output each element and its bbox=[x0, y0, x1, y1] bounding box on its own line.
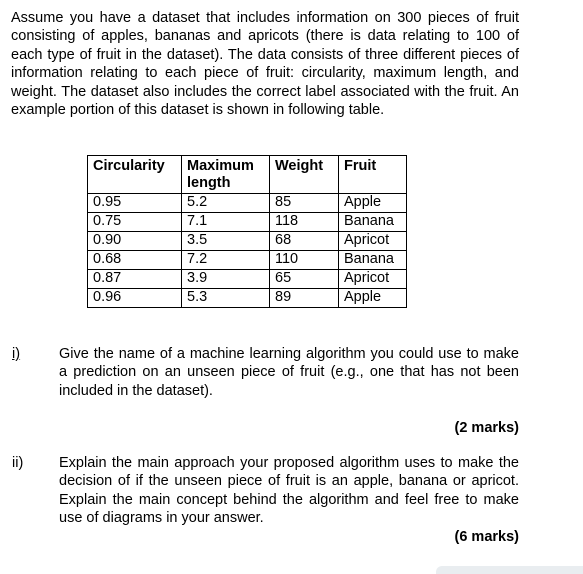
question-2-text: Explain the main approach your proposed algorithm uses to make the decision of if the unseen piece of fruit is an apple, banana or apricot. Explain the main concept behind the algorithm and feel free to make use of diagrams in your answer. bbox=[59, 455, 519, 527]
cell-circularity: 0.96 bbox=[88, 289, 182, 308]
cell-circularity: 0.95 bbox=[88, 194, 182, 213]
question-2-marks: (6 marks) bbox=[454, 529, 519, 545]
table-row bbox=[88, 232, 407, 251]
cell-fruit: Apricot bbox=[339, 232, 407, 251]
cell-fruit: Banana bbox=[339, 213, 407, 232]
fruit-data-table bbox=[87, 155, 407, 308]
question-2-number: ii) bbox=[12, 455, 24, 471]
cell-maximum-length: 3.5 bbox=[182, 232, 270, 251]
intro-paragraph: Assume you have a dataset that includes information on 300 pieces of fruit consisting of apples, bananas and apricots (there is data relating to 100 of each type of fruit in the dataset). The data consists of three different pieces of information relating to each piece of fruit: circularity, maximum length, and weight. The dataset also includes the correct label associated with the fruit. An example portion of this dataset is shown in following table. bbox=[11, 10, 519, 119]
cell-weight: 110 bbox=[270, 251, 339, 270]
header-circularity: Circularity bbox=[88, 156, 182, 194]
cell-weight: 89 bbox=[270, 289, 339, 308]
cell-fruit: Apple bbox=[339, 194, 407, 213]
question-1-marks: (2 marks) bbox=[454, 420, 519, 436]
question-1-text: Give the name of a machine learning algorithm you could use to make a prediction on an unseen piece of fruit (e.g., one that has not been included in the dataset). bbox=[59, 346, 519, 399]
table-row bbox=[88, 289, 407, 308]
table-row bbox=[88, 251, 407, 270]
table-row bbox=[88, 194, 407, 213]
cell-circularity: 0.68 bbox=[88, 251, 182, 270]
cell-maximum-length: 7.2 bbox=[182, 251, 270, 270]
table-header-row bbox=[88, 156, 407, 194]
cell-fruit: Apple bbox=[339, 289, 407, 308]
scan-artifact bbox=[436, 566, 583, 574]
cell-weight: 68 bbox=[270, 232, 339, 251]
cell-maximum-length: 7.1 bbox=[182, 213, 270, 232]
cell-weight: 118 bbox=[270, 213, 339, 232]
cell-circularity: 0.87 bbox=[88, 270, 182, 289]
cell-maximum-length: 5.3 bbox=[182, 289, 270, 308]
cell-circularity: 0.75 bbox=[88, 213, 182, 232]
cell-fruit: Banana bbox=[339, 251, 407, 270]
table-row bbox=[88, 213, 407, 232]
table-row bbox=[88, 270, 407, 289]
question-1-number: i) bbox=[12, 346, 21, 362]
cell-weight: 85 bbox=[270, 194, 339, 213]
cell-weight: 65 bbox=[270, 270, 339, 289]
header-fruit: Fruit bbox=[339, 156, 407, 194]
cell-maximum-length: 5.2 bbox=[182, 194, 270, 213]
cell-maximum-length: 3.9 bbox=[182, 270, 270, 289]
cell-fruit: Apricot bbox=[339, 270, 407, 289]
header-weight: Weight bbox=[270, 156, 339, 194]
header-maximum-length: Maximum length bbox=[182, 156, 270, 194]
cell-circularity: 0.90 bbox=[88, 232, 182, 251]
